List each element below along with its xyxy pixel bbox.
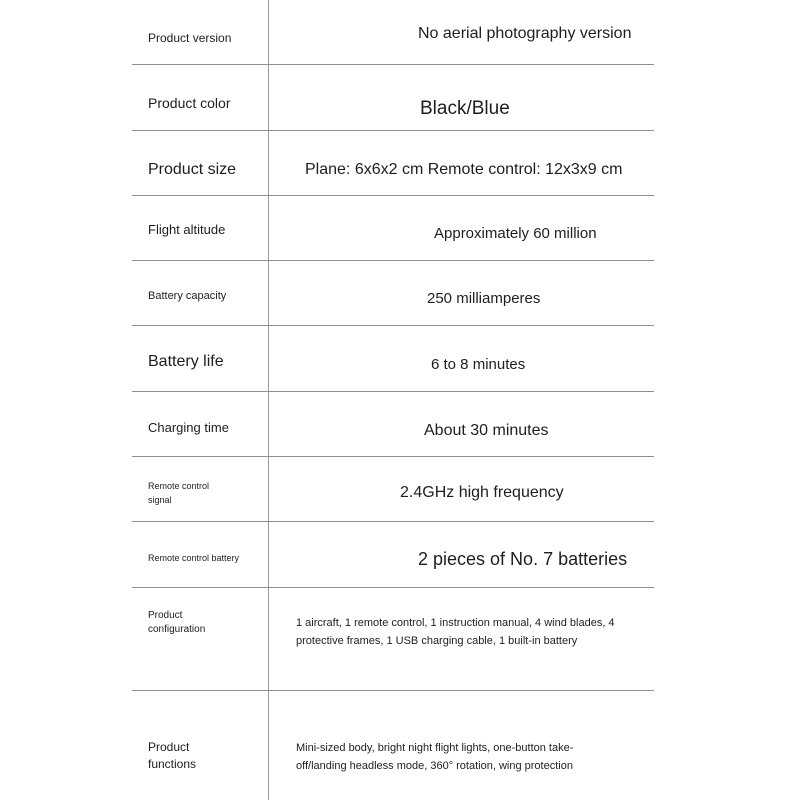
spec-value-product-functions: Mini-sized body, bright night flight lights, one-button take-off/landing headless mode, 360° rotation, wing protection (296, 742, 574, 772)
row-divider (132, 587, 654, 588)
spec-label-charging-time: Charging time (148, 420, 229, 435)
spec-label-battery-life: Battery life (148, 353, 224, 370)
spec-value-charging-time: About 30 minutes (424, 422, 549, 439)
row-divider (132, 195, 654, 196)
spec-value-product-version: No aerial photography version (418, 25, 632, 42)
row-divider (132, 690, 654, 691)
spec-label-product-functions: Product functions (148, 740, 197, 771)
column-divider (268, 0, 269, 800)
spec-value-product-size: Plane: 6x6x2 cm Remote control: 12x3x9 cm (305, 161, 623, 178)
spec-label-product-color: Product color (148, 95, 231, 111)
spec-value-product-configuration: 1 aircraft, 1 remote control, 1 instruction manual, 4 wind blades, 4 protective frames, 1 USB charging cable, 1 built-in battery (296, 617, 615, 647)
spec-value-product-color: Black/Blue (420, 98, 510, 119)
row-divider (132, 456, 654, 457)
spec-value-remote-control-battery: 2 pieces of No. 7 batteries (418, 549, 628, 569)
spec-value-battery-capacity: 250 milliamperes (427, 290, 541, 307)
spec-label-remote-control-battery: Remote control battery (148, 553, 240, 563)
spec-label-flight-altitude: Flight altitude (148, 222, 226, 237)
spec-value-flight-altitude: Approximately 60 million (434, 225, 597, 242)
row-divider (132, 325, 654, 326)
spec-label-remote-control-signal: Remote control signal (148, 481, 210, 505)
row-divider (132, 391, 654, 392)
row-divider (132, 521, 654, 522)
spec-label-product-version: Product version (148, 31, 232, 45)
spec-label-product-size: Product size (148, 161, 237, 178)
row-divider (132, 64, 654, 65)
row-divider (132, 260, 654, 261)
spec-label-product-configuration: Product configuration (148, 610, 206, 635)
spec-label-battery-capacity: Battery capacity (148, 290, 227, 302)
row-divider (132, 130, 654, 131)
spec-value-remote-control-signal: 2.4GHz high frequency (400, 484, 564, 501)
spec-value-battery-life: 6 to 8 minutes (431, 356, 526, 373)
